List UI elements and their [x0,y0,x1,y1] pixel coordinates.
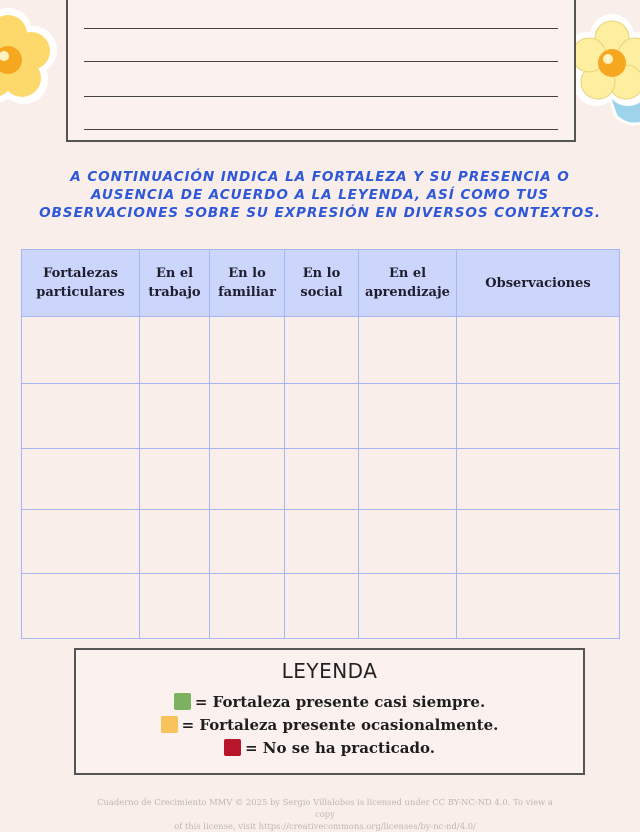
notes-box[interactable] [66,0,576,142]
flower-icon-right [566,10,640,130]
table-cell[interactable] [457,510,620,574]
license-footer [90,796,560,832]
header-fortalezas: Fortalezas particulares [22,250,140,317]
legend-item-casi-siempre [76,690,583,713]
table-cell[interactable] [210,449,285,510]
table-cell[interactable] [210,574,285,639]
instructions-text [30,168,610,222]
table-cell[interactable] [140,384,210,449]
table-row [22,384,620,449]
legend-swatch-red [224,739,241,756]
table-cell[interactable] [210,317,285,384]
header-aprendizaje: En el aprendizaje [359,250,457,317]
table-cell[interactable] [210,510,285,574]
note-line [84,28,558,29]
table-cell[interactable] [285,449,359,510]
table-row [22,574,620,639]
header-social: En lo social [285,250,359,317]
table-cell[interactable] [140,449,210,510]
table-row [22,510,620,574]
note-line [84,96,558,97]
table-cell[interactable] [285,574,359,639]
footer-line: of this license, visit https://creativecommons.org/licenses/by-nc-nd/4.0/ [174,821,476,831]
table-cell[interactable] [457,317,620,384]
legend-item-no-practicado [76,736,583,759]
legend-swatch-yellow [161,716,178,733]
legend-item-label: = Fortaleza presente casi siempre. [194,692,486,711]
table-cell[interactable] [140,317,210,384]
table-cell[interactable] [22,510,140,574]
note-line [84,129,558,130]
footer-line: Cuaderno de Crecimiento MMV © 2025 by Sergio Villalobos is licensed under CC BY-NC-ND 4.0. To view a copy [97,797,553,819]
legend-item-label: = Fortaleza presente ocasionalmente. [181,715,499,734]
legend-box [74,648,585,775]
table-cell[interactable] [359,510,457,574]
table-cell[interactable] [285,317,359,384]
legend-item-label: = No se ha practicado. [245,738,435,757]
table-cell[interactable] [22,384,140,449]
table-cell[interactable] [285,384,359,449]
legend-title: LEYENDA [281,659,378,683]
table-cell[interactable] [359,384,457,449]
table-row [22,449,620,510]
table-cell[interactable] [22,574,140,639]
table-cell[interactable] [140,510,210,574]
table-cell[interactable] [359,574,457,639]
table-cell[interactable] [140,574,210,639]
table-cell[interactable] [457,449,620,510]
table-cell[interactable] [359,449,457,510]
instructions-line: AUSENCIA DE ACUERDO A LA LEYENDA, ASÍ COMO TUS [91,187,549,203]
table-header-row [22,250,620,317]
table-row [22,317,620,384]
header-observaciones: Observaciones [457,250,620,317]
strengths-table [21,249,620,639]
table-cell[interactable] [22,449,140,510]
table-cell[interactable] [457,384,620,449]
legend-swatch-green [174,693,191,710]
table-cell[interactable] [22,317,140,384]
instructions-line: A CONTINUACIÓN INDICA LA FORTALEZA Y SU PRESENCIA O [70,169,570,185]
legend-item-ocasionalmente [76,713,583,736]
table-cell[interactable] [457,574,620,639]
note-line [84,61,558,62]
instructions-line: OBSERVACIONES SOBRE SU EXPRESIÓN EN DIVERSOS CONTEXTOS. [39,205,601,221]
header-trabajo: En el trabajo [140,250,210,317]
table-cell[interactable] [210,384,285,449]
table-cell[interactable] [359,317,457,384]
header-familiar: En lo familiar [210,250,285,317]
table-cell[interactable] [285,510,359,574]
flower-icon-left [0,6,64,106]
